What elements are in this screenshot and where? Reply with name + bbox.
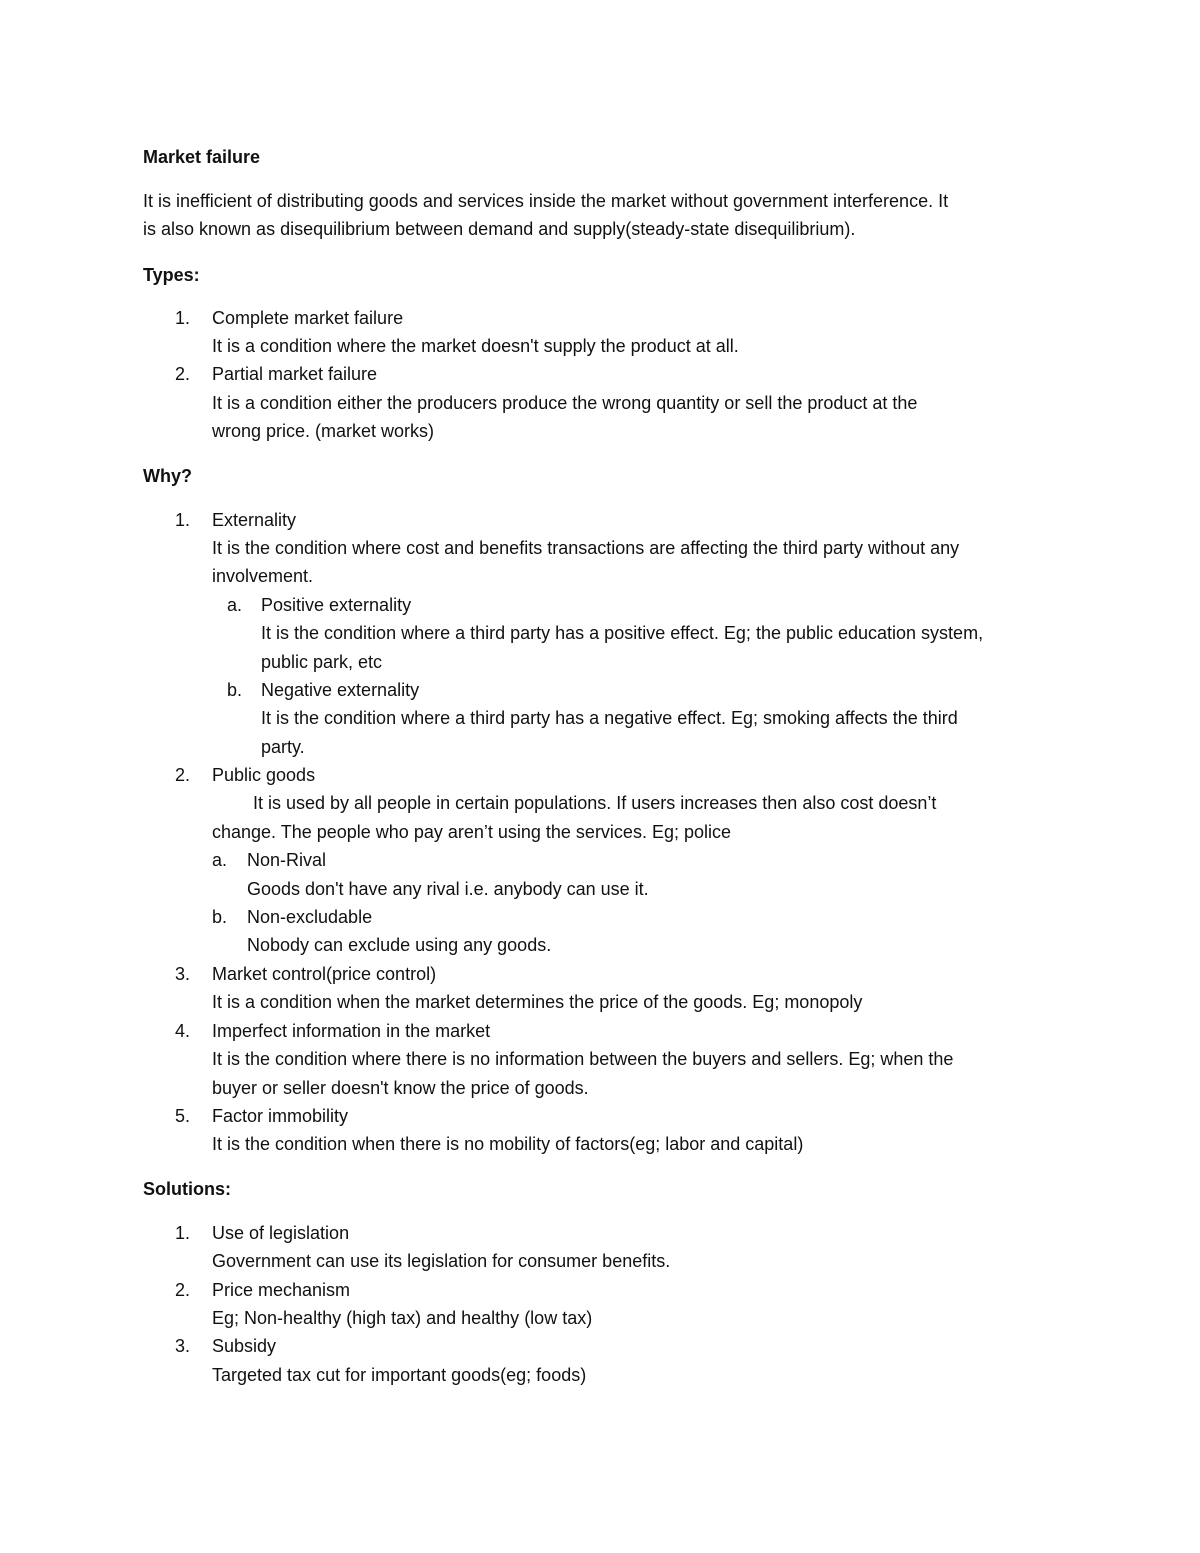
intro-line-1: It is inefficient of distributing goods and services inside the market without government interference. It bbox=[143, 191, 949, 211]
why-item-2-desc-2: change. The people who pay aren’t using the services. Eg; police bbox=[212, 822, 731, 842]
why-item-5-marker: 5. bbox=[174, 1106, 190, 1126]
solutions-item-1-marker: 1. bbox=[174, 1223, 190, 1243]
why-item-3-marker: 3. bbox=[174, 964, 190, 984]
why-item-2-marker: 2. bbox=[174, 765, 190, 785]
why-item-4-label: Imperfect information in the market bbox=[212, 1021, 491, 1041]
solutions-item-3-desc-1: Targeted tax cut for important goods(eg; foods) bbox=[212, 1365, 587, 1385]
solutions-item-2-desc-1: Eg; Non-healthy (high tax) and healthy (low tax) bbox=[212, 1308, 593, 1328]
solutions-item-3-marker: 3. bbox=[174, 1336, 190, 1356]
why-item-1a-marker: a. bbox=[226, 595, 242, 615]
why-item-2a-desc-1: Goods don't have any rival i.e. anybody can use it. bbox=[247, 879, 649, 899]
why-item-2-desc-1: It is used by all people in certain populations. If users increases then also cost doesn’t bbox=[253, 793, 937, 813]
why-item-4-desc-2: buyer or seller doesn't know the price of goods. bbox=[212, 1078, 589, 1098]
why-item-1b-desc-1: It is the condition where a third party has a negative effect. Eg; smoking affects the third bbox=[261, 708, 958, 728]
solutions-item-3-label: Subsidy bbox=[212, 1336, 277, 1356]
solutions-item-2-label: Price mechanism bbox=[212, 1280, 351, 1300]
why-item-1b-marker: b. bbox=[226, 680, 242, 700]
types-item-2-desc-2: wrong price. (market works) bbox=[212, 421, 435, 441]
why-item-1b-desc-2: party. bbox=[261, 737, 305, 757]
solutions-item-1-desc-1: Government can use its legislation for consumer benefits. bbox=[212, 1251, 671, 1271]
why-item-1a-label: Positive externality bbox=[261, 595, 412, 615]
why-item-2a-label: Non-Rival bbox=[247, 850, 327, 870]
solutions-item-2-marker: 2. bbox=[174, 1280, 190, 1300]
types-item-2-marker: 2. bbox=[174, 364, 190, 384]
types-item-2-label: Partial market failure bbox=[212, 364, 378, 384]
types-item-1-marker: 1. bbox=[174, 308, 190, 328]
why-item-5-label: Factor immobility bbox=[212, 1106, 349, 1126]
why-item-2b-marker: b. bbox=[212, 907, 228, 927]
why-item-2b-desc-1: Nobody can exclude using any goods. bbox=[247, 935, 552, 955]
types-item-2-desc-1: It is a condition either the producers produce the wrong quantity or sell the product at the bbox=[212, 393, 918, 413]
why-item-2b-label: Non-excludable bbox=[247, 907, 373, 927]
types-item-1-desc-1: It is a condition where the market doesn't supply the product at all. bbox=[212, 336, 739, 356]
solutions-heading: Solutions: bbox=[143, 1179, 231, 1199]
why-item-4-desc-1: It is the condition where there is no information between the buyers and sellers. Eg; when the bbox=[212, 1049, 954, 1069]
why-item-1-desc-2: involvement. bbox=[212, 566, 314, 586]
why-item-1a-desc-2: public park, etc bbox=[261, 652, 383, 672]
why-item-5-desc-1: It is the condition when there is no mobility of factors(eg; labor and capital) bbox=[212, 1134, 804, 1154]
solutions-item-1-label: Use of legislation bbox=[212, 1223, 350, 1243]
why-item-3-desc-1: It is a condition when the market determines the price of the goods. Eg; monopoly bbox=[212, 992, 863, 1012]
why-item-2a-marker: a. bbox=[212, 850, 228, 870]
why-item-1a-desc-1: It is the condition where a third party has a positive effect. Eg; the public education system, bbox=[261, 623, 984, 643]
why-item-1-label: Externality bbox=[212, 510, 297, 530]
types-item-1-label: Complete market failure bbox=[212, 308, 404, 328]
why-item-1-desc-1: It is the condition where cost and benefits transactions are affecting the third party without any bbox=[212, 538, 960, 558]
why-heading: Why? bbox=[143, 466, 192, 486]
why-item-1-marker: 1. bbox=[174, 510, 190, 530]
intro-line-2: is also known as disequilibrium between demand and supply(steady-state disequilibrium). bbox=[143, 219, 856, 239]
why-item-3-label: Market control(price control) bbox=[212, 964, 437, 984]
page-title: Market failure bbox=[143, 147, 261, 167]
why-item-4-marker: 4. bbox=[174, 1021, 190, 1041]
why-item-2-label: Public goods bbox=[212, 765, 316, 785]
why-item-1b-label: Negative externality bbox=[261, 680, 420, 700]
types-heading: Types: bbox=[143, 265, 200, 285]
